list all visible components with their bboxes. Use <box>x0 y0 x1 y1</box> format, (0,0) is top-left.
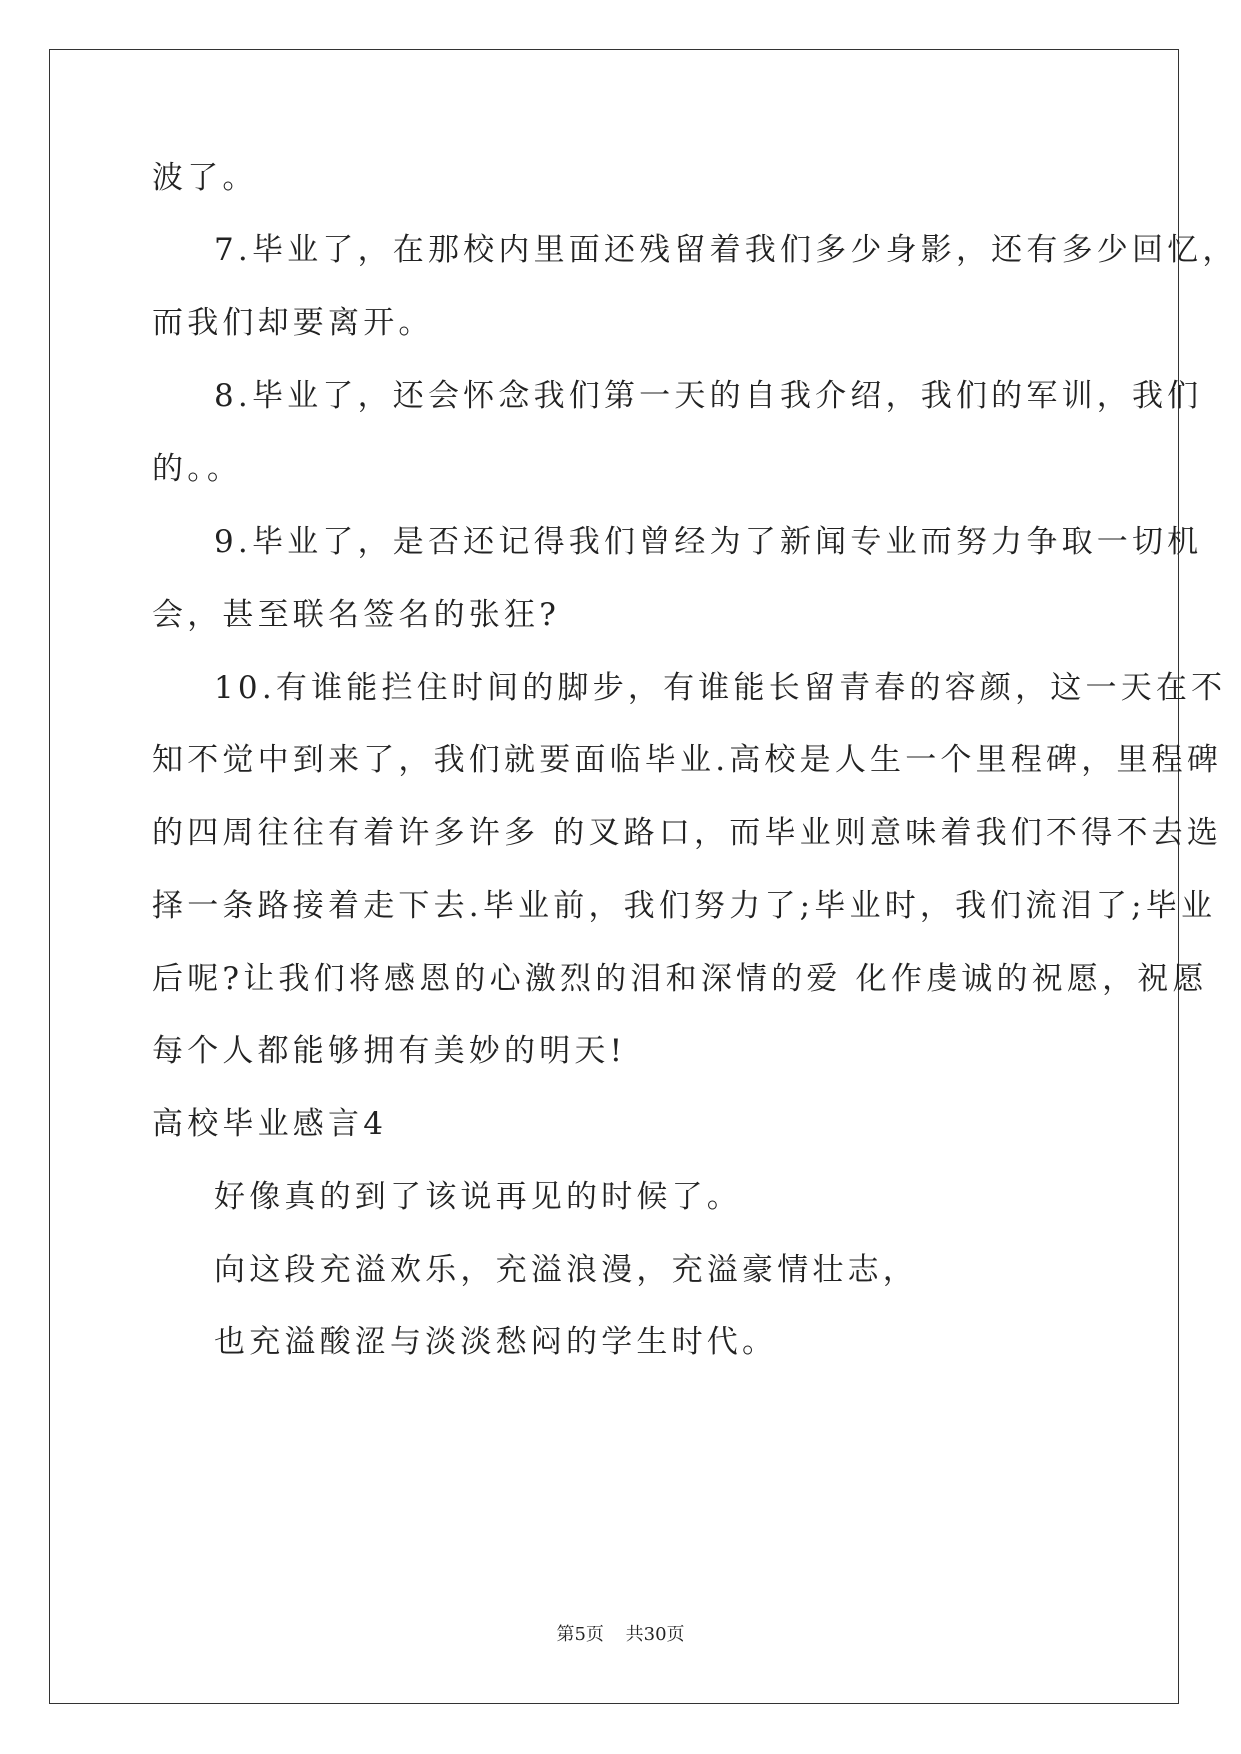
text-line: 而我们却要离开。 <box>152 305 434 341</box>
text-line: 好像真的到了该说再见的时候了。 <box>214 1179 742 1215</box>
text-line: 7.毕业了，在那校内里面还残留着我们多少身影，还有多少回忆， <box>214 232 1238 268</box>
text-line: 10.有谁能拦住时间的脚步，有谁能长留青春的容颜，这一天在不 <box>214 670 1227 706</box>
text-line: 8.毕业了，还会怀念我们第一天的自我介绍，我们的军训，我们 <box>214 378 1203 414</box>
text-line: 会，甚至联名签名的张狂? <box>152 597 561 633</box>
page-number: 第5页 <box>556 1624 604 1645</box>
page-border <box>49 49 1179 1704</box>
page-total: 共30页 <box>625 1624 685 1645</box>
text-line: 择一条路接着走下去.毕业前，我们努力了;毕业时，我们流泪了;毕业 <box>152 888 1217 924</box>
page-footer <box>0 1620 1241 1646</box>
text-line: 每个人都能够拥有美妙的明天! <box>152 1033 627 1069</box>
text-line: 9.毕业了，是否还记得我们曾经为了新闻专业而努力争取一切机 <box>214 524 1203 560</box>
text-line: 后呢?让我们将感恩的心激烈的泪和深情的爱 化作虔诚的祝愿，祝愿 <box>152 961 1208 997</box>
text-line: 的。。 <box>152 451 243 487</box>
text-line: 波了。 <box>152 160 258 196</box>
text-line: 也充溢酸涩与淡淡愁闷的学生时代。 <box>214 1324 778 1360</box>
text-line: 知不觉中到来了，我们就要面临毕业.高校是人生一个里程碑，里程碑 <box>152 742 1223 778</box>
text-line: 向这段充溢欢乐，充溢浪漫，充溢豪情壮志， <box>214 1252 918 1288</box>
section-heading: 高校毕业感言4 <box>152 1106 388 1142</box>
text-line: 的四周往往有着许多许多 的叉路口，而毕业则意味着我们不得不去选 <box>152 815 1223 851</box>
